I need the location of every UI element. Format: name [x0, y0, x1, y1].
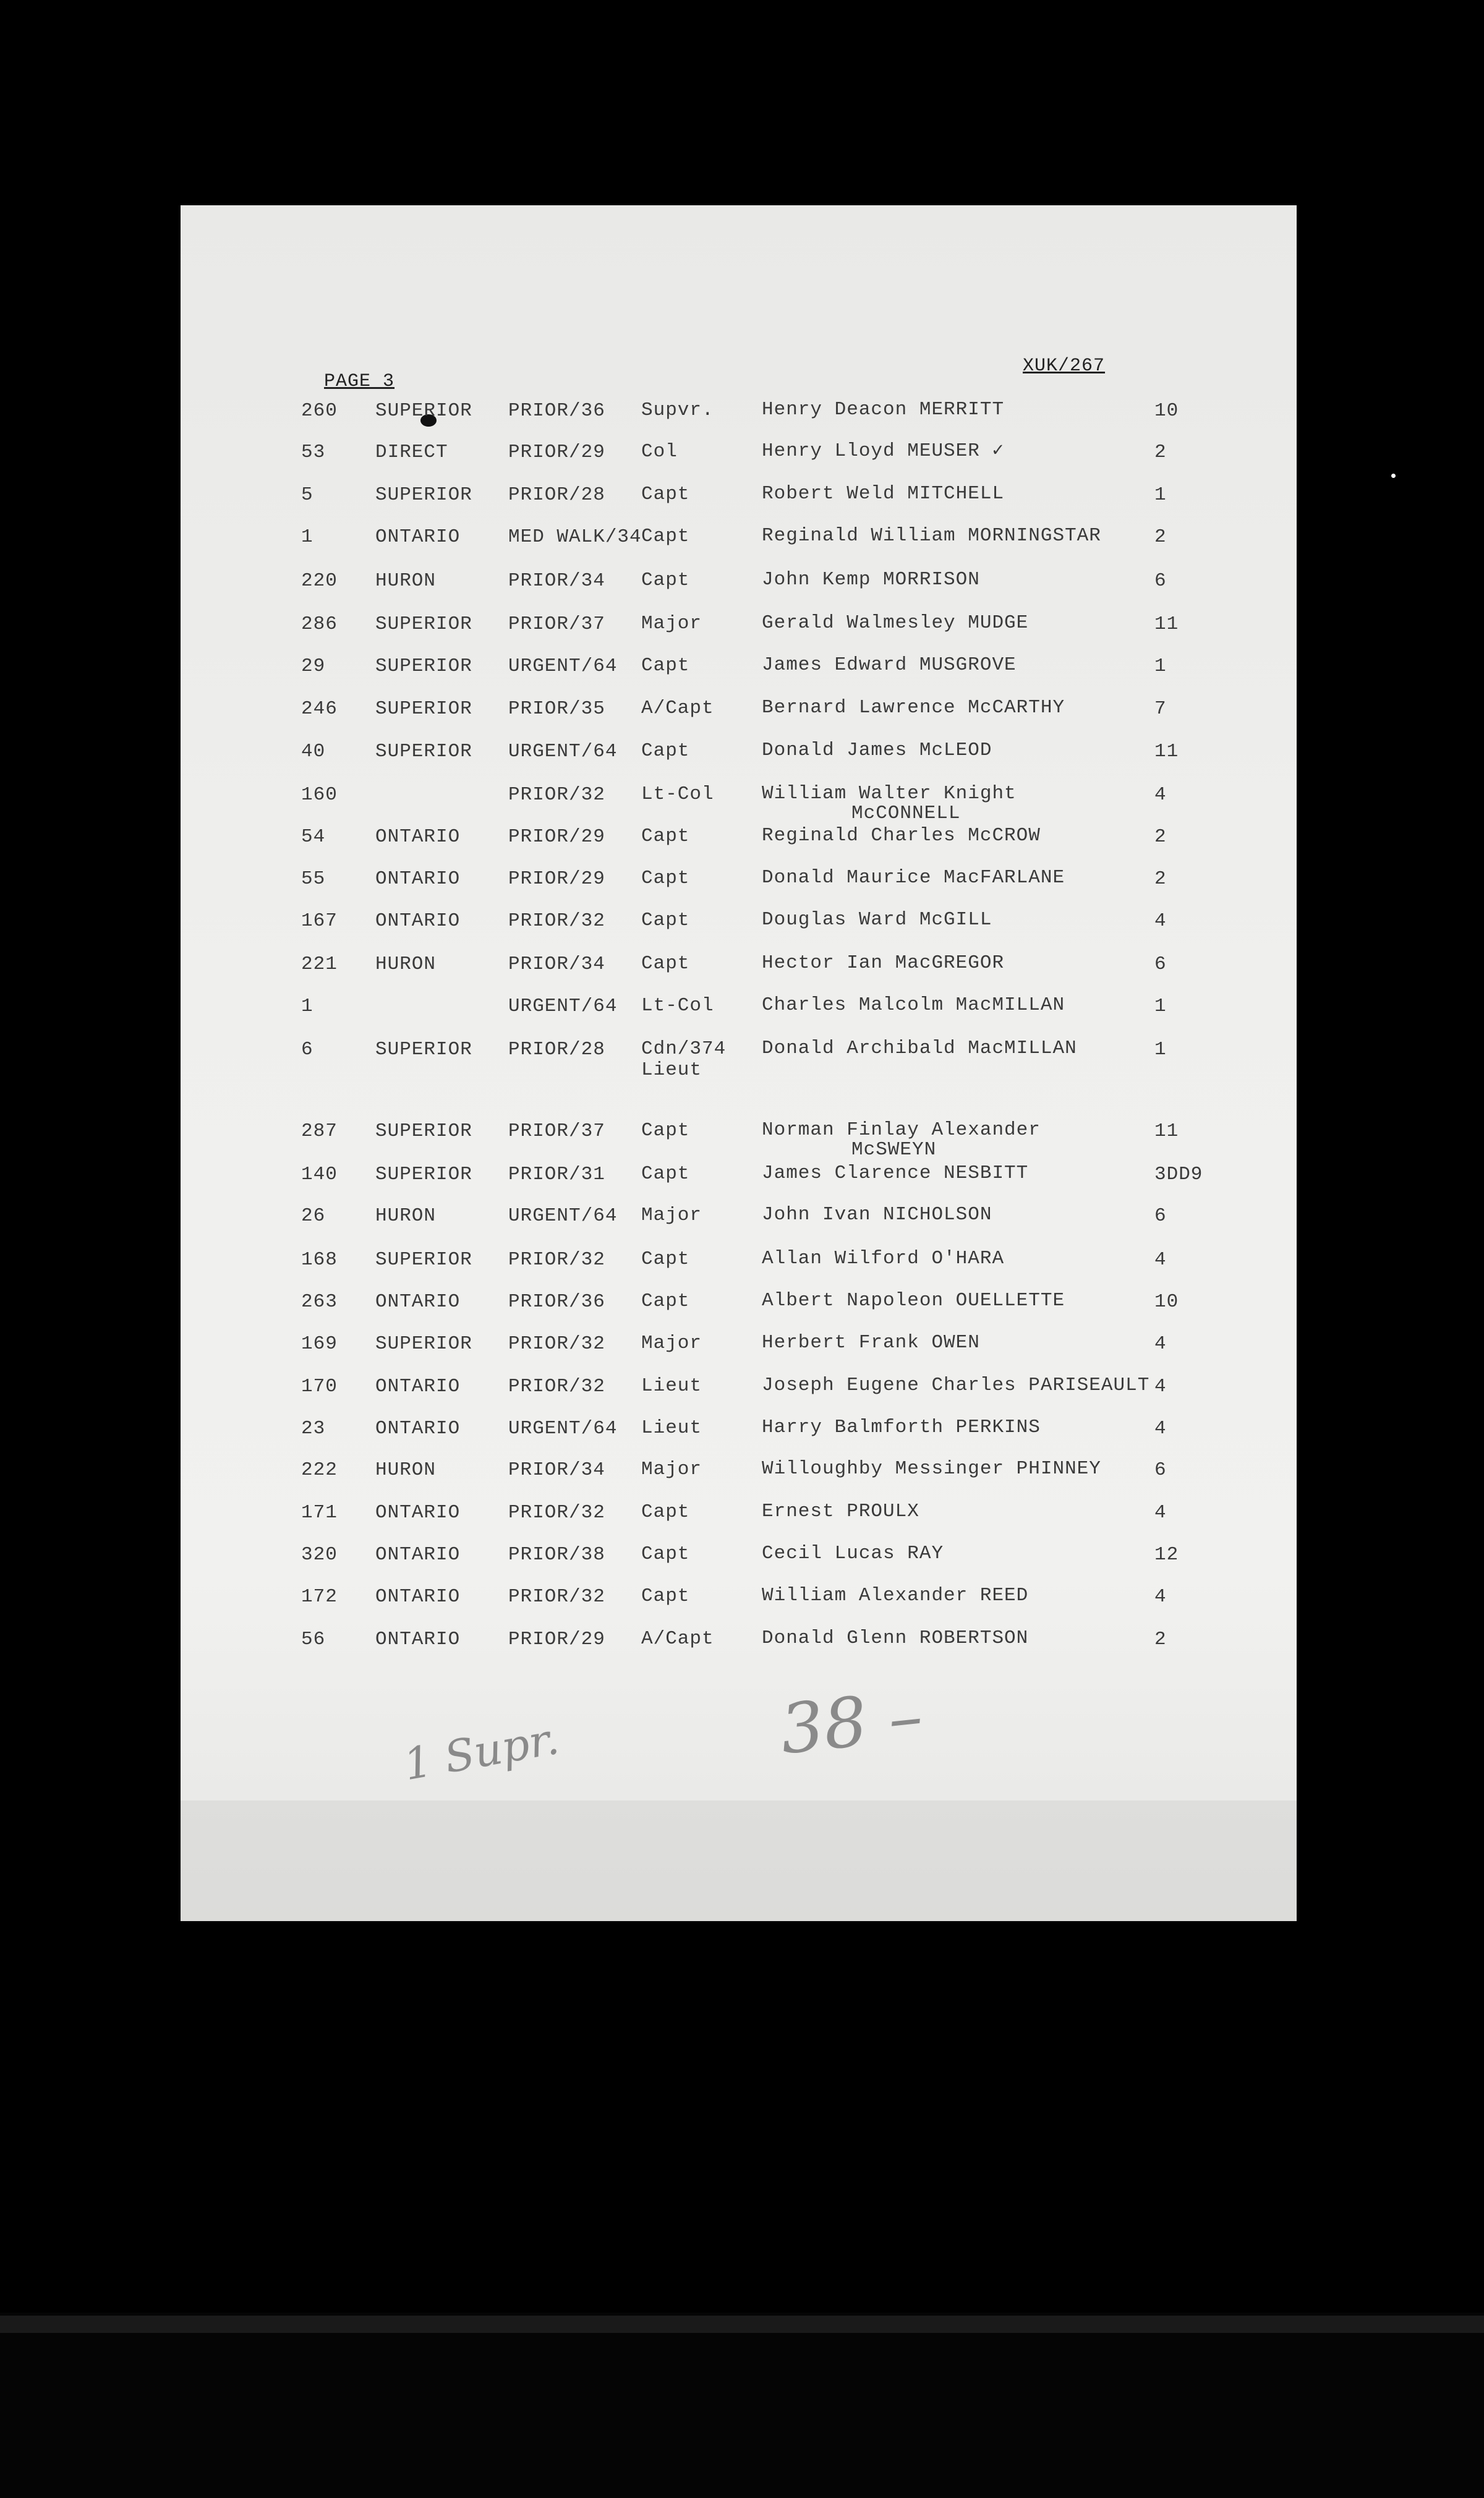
- rank: [641, 1205, 702, 1226]
- code: 11: [1154, 1120, 1179, 1142]
- rank: [641, 526, 689, 547]
- table-row: [181, 441, 1297, 479]
- rank: [641, 400, 714, 421]
- code: 4: [1154, 1249, 1167, 1271]
- full-name: [762, 741, 992, 761]
- table-row: [181, 910, 1297, 947]
- name-line: John Ivan NICHOLSON: [762, 1204, 992, 1226]
- district: HURON: [375, 570, 437, 592]
- full-name: [762, 1039, 1077, 1059]
- district: SUPERIOR: [375, 1120, 472, 1142]
- priority: PRIOR/29: [508, 868, 605, 890]
- rank-line: Capt: [641, 1248, 690, 1270]
- table-row: [181, 570, 1297, 607]
- district: ONTARIO: [375, 1418, 461, 1439]
- priority: PRIOR/34: [508, 570, 605, 592]
- name-line: Ernest PROULX: [762, 1501, 919, 1522]
- name-line: Herbert Frank OWEN: [762, 1332, 980, 1353]
- name-line: Albert Napoleon OUELLETTE: [762, 1290, 1065, 1311]
- rank: [641, 910, 689, 931]
- row-number: 1: [301, 526, 313, 548]
- row-number: 170: [301, 1376, 338, 1397]
- code: 4: [1154, 1502, 1167, 1524]
- rank-line: Capt: [641, 569, 690, 591]
- name-line: Donald James McLEOD: [762, 740, 992, 761]
- rank-line: Capt: [641, 655, 690, 676]
- code: 11: [1154, 741, 1179, 762]
- name-line: Norman Finlay Alexander: [762, 1119, 1041, 1141]
- row-number: 1: [301, 995, 313, 1017]
- rank: [641, 1376, 702, 1397]
- rank-line: Capt: [641, 526, 690, 547]
- name-line: Bernard Lawrence McCARTHY: [762, 697, 1065, 718]
- rank: [641, 570, 689, 591]
- full-name: [762, 1205, 992, 1225]
- rank: [641, 1120, 689, 1141]
- film-frame-strip: [0, 2316, 1484, 2333]
- priority: PRIOR/32: [508, 1333, 605, 1355]
- name-line: Donald Glenn ROBERTSON: [762, 1627, 1029, 1649]
- row-number: 320: [301, 1544, 338, 1566]
- full-name: [762, 1376, 1149, 1396]
- rank: [641, 826, 689, 847]
- full-name: [762, 1586, 1028, 1606]
- row-number: 29: [301, 655, 326, 677]
- name-line: Douglas Ward McGILL: [762, 909, 992, 931]
- priority: PRIOR/34: [508, 1459, 605, 1481]
- rank-line: Col: [641, 441, 678, 463]
- row-number: 172: [301, 1586, 338, 1608]
- name-line: Gerald Walmesley MUDGE: [762, 612, 1029, 634]
- district: SUPERIOR: [375, 698, 472, 720]
- table-row: [181, 655, 1297, 693]
- table-row: [181, 484, 1297, 521]
- rank-line: Capt: [641, 1543, 690, 1565]
- row-number: 40: [301, 741, 326, 762]
- rank-line: Major: [641, 613, 702, 634]
- table-row: [181, 1418, 1297, 1455]
- row-number: 260: [301, 400, 338, 422]
- table-row: [181, 1038, 1297, 1081]
- row-number: 54: [301, 826, 326, 848]
- row-number: 221: [301, 953, 338, 975]
- table-row: [181, 1291, 1297, 1328]
- full-name: [762, 953, 1004, 973]
- page-label: PAGE 3: [324, 371, 395, 392]
- code: 10: [1154, 400, 1179, 422]
- table-row: [181, 1205, 1297, 1242]
- district: SUPERIOR: [375, 400, 472, 422]
- rank-line: Capt: [641, 1290, 690, 1312]
- table-row: [181, 1502, 1297, 1539]
- district: ONTARIO: [375, 526, 461, 548]
- table-row: [181, 1459, 1297, 1496]
- priority: PRIOR/34: [508, 953, 605, 975]
- district: SUPERIOR: [375, 655, 472, 677]
- district: ONTARIO: [375, 1376, 461, 1397]
- table-row: [181, 613, 1297, 650]
- rank: [641, 868, 689, 889]
- name-line: Charles Malcolm MacMILLAN: [762, 994, 1065, 1016]
- rank-line: Major: [641, 1332, 702, 1354]
- rank: [641, 1291, 689, 1312]
- rank: [641, 1039, 726, 1081]
- district: ONTARIO: [375, 1291, 461, 1313]
- priority: PRIOR/32: [508, 1502, 605, 1524]
- priority: PRIOR/32: [508, 1586, 605, 1608]
- name-line: Allan Wilford O'HARA: [762, 1248, 1005, 1269]
- rank-line: A/Capt: [641, 697, 714, 719]
- row-number: 140: [301, 1164, 338, 1185]
- rank: [641, 1249, 689, 1270]
- priority: PRIOR/32: [508, 910, 605, 932]
- rank: [641, 741, 689, 762]
- table-row: [181, 698, 1297, 735]
- rank-line: A/Capt: [641, 1628, 714, 1650]
- name-line: Reginald Charles McCROW: [762, 825, 1041, 846]
- district: ONTARIO: [375, 826, 461, 848]
- code: 4: [1154, 1333, 1167, 1355]
- document-page: [181, 205, 1297, 1921]
- priority: MED WALK/34: [508, 526, 642, 548]
- table-row: [181, 995, 1297, 1033]
- rank-line-2: Lieut: [641, 1059, 702, 1081]
- code: 6: [1154, 1205, 1167, 1227]
- district: HURON: [375, 1459, 437, 1481]
- rank: [641, 1333, 702, 1354]
- code: 2: [1154, 868, 1167, 890]
- rank-line: Lieut: [641, 1417, 702, 1439]
- full-name: [762, 1502, 919, 1522]
- row-number: 171: [301, 1502, 338, 1524]
- row-number: 286: [301, 613, 338, 635]
- full-name: [762, 1459, 1101, 1479]
- row-number: 6: [301, 1039, 313, 1060]
- handwritten-note-left: 1 Supr.: [399, 1713, 563, 1791]
- code: 6: [1154, 1459, 1167, 1481]
- rank-line: Capt: [641, 1120, 690, 1141]
- full-name: [762, 1544, 944, 1564]
- code: 2: [1154, 1629, 1167, 1650]
- rank: [641, 1502, 689, 1523]
- full-name: [762, 910, 992, 930]
- full-name: [762, 570, 980, 590]
- priority: URGENT/64: [508, 741, 618, 762]
- row-number: 5: [301, 484, 313, 506]
- row-number: 23: [301, 1418, 326, 1439]
- full-name: [762, 1120, 1041, 1160]
- full-name: [762, 1333, 980, 1353]
- page-shadow: [181, 1801, 1297, 1921]
- priority: PRIOR/32: [508, 1376, 605, 1397]
- district: SUPERIOR: [375, 741, 472, 762]
- rank-line: Capt: [641, 1163, 690, 1185]
- rank-line: Capt: [641, 1585, 690, 1607]
- rank: [641, 441, 678, 463]
- code: 12: [1154, 1544, 1179, 1566]
- rank: [641, 953, 689, 974]
- priority: PRIOR/37: [508, 613, 605, 635]
- full-name: [762, 400, 1004, 420]
- table-row: [181, 526, 1297, 563]
- rank: [641, 484, 689, 505]
- code: 11: [1154, 613, 1179, 635]
- full-name: [762, 1629, 1028, 1648]
- code: 1: [1154, 655, 1167, 677]
- code: 1: [1154, 484, 1167, 506]
- name-line: Robert Weld MITCHELL: [762, 483, 1005, 505]
- code: 4: [1154, 1376, 1167, 1397]
- rank-line: Capt: [641, 910, 690, 931]
- rank: [641, 1629, 714, 1650]
- table-row: [181, 400, 1297, 437]
- row-number: 168: [301, 1249, 338, 1271]
- priority: PRIOR/35: [508, 698, 605, 720]
- full-name: [762, 484, 1004, 504]
- rank-line: Lieut: [641, 1375, 702, 1397]
- code: 2: [1154, 441, 1167, 463]
- rank: [641, 1164, 689, 1185]
- code: 10: [1154, 1291, 1179, 1313]
- district: SUPERIOR: [375, 1039, 472, 1060]
- priority: PRIOR/36: [508, 1291, 605, 1313]
- code: 4: [1154, 1586, 1167, 1608]
- row-number: 287: [301, 1120, 338, 1142]
- row-number: 222: [301, 1459, 338, 1481]
- code: 4: [1154, 784, 1167, 806]
- table-row: [181, 1119, 1297, 1161]
- rank: [641, 655, 689, 676]
- name-line: Henry Deacon MERRITT: [762, 399, 1005, 420]
- row-number: 169: [301, 1333, 338, 1355]
- full-name: [762, 1291, 1065, 1311]
- name-line-2: McSWEYN: [851, 1139, 937, 1161]
- district: ONTARIO: [375, 1629, 461, 1650]
- rank: [641, 1544, 689, 1565]
- row-number: 246: [301, 698, 338, 720]
- rank: [641, 1418, 702, 1439]
- row-number: 55: [301, 868, 326, 890]
- rank-line: Lt-Col: [641, 783, 714, 805]
- code: 1: [1154, 1039, 1167, 1060]
- district: ONTARIO: [375, 910, 461, 932]
- table-row: [181, 1164, 1297, 1201]
- code: 2: [1154, 826, 1167, 848]
- paper-dot: [1391, 474, 1396, 478]
- priority: URGENT/64: [508, 1205, 618, 1227]
- district: SUPERIOR: [375, 1164, 472, 1185]
- priority: PRIOR/36: [508, 400, 605, 422]
- rank: [641, 1586, 689, 1607]
- name-line-2: McCONNELL: [851, 803, 961, 824]
- row-number: 160: [301, 784, 338, 806]
- rank-line: Lt-Col: [641, 995, 714, 1017]
- priority: PRIOR/32: [508, 784, 605, 806]
- table-row: [181, 1376, 1297, 1413]
- rank: [641, 995, 714, 1017]
- name-line: Henry Lloyd MEUSER ✓: [762, 440, 1005, 462]
- name-line: John Kemp MORRISON: [762, 569, 980, 590]
- district: HURON: [375, 1205, 437, 1227]
- reference-number: XUK/267: [1023, 356, 1106, 377]
- priority: PRIOR/29: [508, 441, 605, 463]
- full-name: [762, 784, 1017, 824]
- district: HURON: [375, 953, 437, 975]
- priority: PRIOR/28: [508, 1039, 605, 1060]
- name-line: Reginald William MORNINGSTAR: [762, 525, 1101, 547]
- rank-line: Capt: [641, 825, 690, 847]
- rank: [641, 613, 702, 634]
- table-row: [181, 1333, 1297, 1370]
- row-number: 56: [301, 1629, 326, 1650]
- district: ONTARIO: [375, 1544, 461, 1566]
- name-line: Willoughby Messinger PHINNEY: [762, 1458, 1101, 1480]
- district: ONTARIO: [375, 1586, 461, 1608]
- name-line: Donald Maurice MacFARLANE: [762, 867, 1065, 889]
- full-name: [762, 613, 1028, 633]
- name-line: Harry Balmforth PERKINS: [762, 1417, 1041, 1438]
- priority: PRIOR/37: [508, 1120, 605, 1142]
- full-name: [762, 995, 1065, 1015]
- name-line: William Walter Knight: [762, 783, 1017, 804]
- rank-line: Capt: [641, 484, 690, 505]
- handwritten-note-right: 38 –: [776, 1676, 926, 1770]
- row-number: 53: [301, 441, 326, 463]
- priority: PRIOR/38: [508, 1544, 605, 1566]
- table-row: [181, 1586, 1297, 1623]
- code: 4: [1154, 1418, 1167, 1439]
- priority: PRIOR/29: [508, 1629, 605, 1650]
- code: 3DD9: [1154, 1164, 1203, 1185]
- table-row: [181, 868, 1297, 905]
- name-line: William Alexander REED: [762, 1585, 1029, 1606]
- full-name: [762, 698, 1065, 718]
- name-line: Hector Ian MacGREGOR: [762, 952, 1005, 974]
- row-number: 263: [301, 1291, 338, 1313]
- district: DIRECT: [375, 441, 448, 463]
- code: 4: [1154, 910, 1167, 932]
- name-line: Donald Archibald MacMILLAN: [762, 1038, 1077, 1059]
- rank-line: Capt: [641, 1501, 690, 1523]
- rank-line: Capt: [641, 740, 690, 762]
- name-line: James Clarence NESBITT: [762, 1162, 1029, 1184]
- rank-line: Capt: [641, 867, 690, 889]
- row-number: 220: [301, 570, 338, 592]
- code: 2: [1154, 526, 1167, 548]
- name-line: James Edward MUSGROVE: [762, 654, 1017, 676]
- full-name: [762, 526, 1101, 546]
- rank: [641, 698, 714, 719]
- table-row: [181, 953, 1297, 991]
- district: SUPERIOR: [375, 1333, 472, 1355]
- full-name: [762, 1418, 1041, 1438]
- full-name: [762, 655, 1017, 675]
- table-row: [181, 1249, 1297, 1286]
- row-number: 167: [301, 910, 338, 932]
- priority: PRIOR/32: [508, 1249, 605, 1271]
- table-row: [181, 1629, 1297, 1666]
- code: 7: [1154, 698, 1167, 720]
- full-name: [762, 1164, 1028, 1183]
- full-name: [762, 1249, 1004, 1269]
- rank-line: Supvr.: [641, 399, 714, 421]
- priority: PRIOR/29: [508, 826, 605, 848]
- rank-line: Capt: [641, 953, 690, 974]
- district: ONTARIO: [375, 1502, 461, 1524]
- priority: PRIOR/31: [508, 1164, 605, 1185]
- row-number: 26: [301, 1205, 326, 1227]
- rank-line: Cdn/374: [641, 1038, 727, 1060]
- film-frame-bottom: [0, 2313, 1484, 2498]
- name-line: Joseph Eugene Charles PARISEAULT: [762, 1375, 1150, 1396]
- district: SUPERIOR: [375, 613, 472, 635]
- table-row: [181, 783, 1297, 824]
- table-row: [181, 826, 1297, 863]
- district: SUPERIOR: [375, 1249, 472, 1271]
- code: 6: [1154, 953, 1167, 975]
- full-name: [762, 868, 1065, 888]
- priority: PRIOR/28: [508, 484, 605, 506]
- name-line: Cecil Lucas RAY: [762, 1543, 944, 1564]
- rank-line: Major: [641, 1459, 702, 1480]
- priority: URGENT/64: [508, 995, 618, 1017]
- district: SUPERIOR: [375, 484, 472, 506]
- priority: URGENT/64: [508, 1418, 618, 1439]
- full-name: [762, 441, 1004, 461]
- code: 6: [1154, 570, 1167, 592]
- district: ONTARIO: [375, 868, 461, 890]
- table-row: [181, 741, 1297, 778]
- rank: [641, 784, 714, 805]
- table-row: [181, 1544, 1297, 1581]
- full-name: [762, 826, 1041, 846]
- code: 1: [1154, 995, 1167, 1017]
- priority: URGENT/64: [508, 655, 618, 677]
- rank: [641, 1459, 702, 1480]
- rank-line: Major: [641, 1204, 702, 1226]
